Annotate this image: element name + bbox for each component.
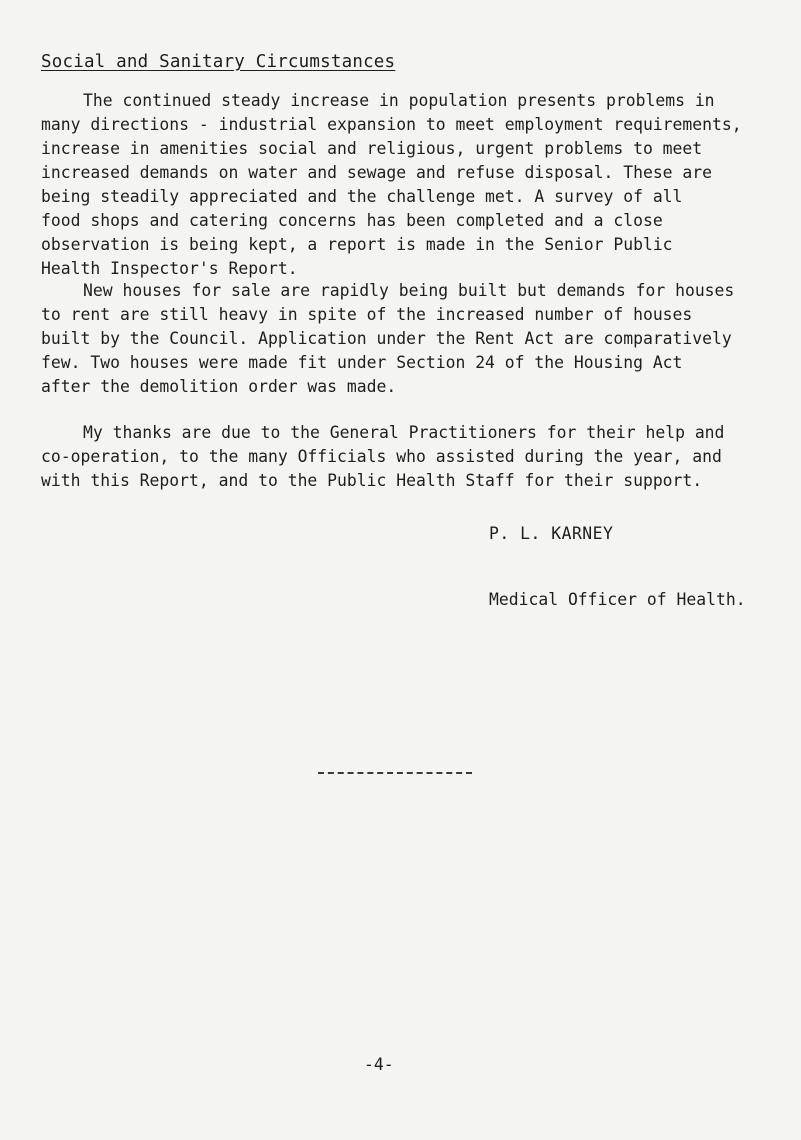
paragraph-line: Health Inspector's Report. <box>41 259 298 278</box>
paragraph-line: built by the Council. Application under the Rent Act are comparatively <box>41 329 732 348</box>
section-divider <box>318 772 472 774</box>
paragraph-housing <box>41 279 771 399</box>
paragraph-line: increase in amenities social and religious, urgent problems to meet <box>41 139 703 158</box>
paragraph-line: The continued steady increase in population presents problems in <box>83 91 715 110</box>
paragraph-line: few. Two houses were made fit under Section 24 of the Housing Act <box>41 353 683 372</box>
signature-name: P. L. KARNEY <box>489 524 614 543</box>
paragraph-line: to rent are still heavy in spite of the increased number of houses <box>41 305 693 324</box>
paragraph-population <box>41 89 771 281</box>
signature-title: Medical Officer of Health. <box>489 590 746 609</box>
paragraph-line: New houses for sale are rapidly being built but demands for houses <box>83 281 735 300</box>
paragraph-line: many directions - industrial expansion to meet employment requirements, <box>41 115 742 134</box>
paragraph-line: increased demands on water and sewage and refuse disposal. These are <box>41 163 713 182</box>
page-number: -4- <box>364 1055 394 1074</box>
paragraph-line: co-operation, to the many Officials who assisted during the year, and <box>41 447 722 466</box>
paragraph-line: My thanks are due to the General Practitioners for their help and <box>83 423 725 442</box>
paragraph-line: after the demolition order was made. <box>41 377 397 396</box>
paragraph-line: food shops and catering concerns has been completed and a close <box>41 211 663 230</box>
paragraph-thanks <box>41 421 771 493</box>
paragraph-line: being steadily appreciated and the challenge met. A survey of all <box>41 187 683 206</box>
section-heading: Social and Sanitary Circumstances <box>41 52 396 72</box>
paragraph-line: with this Report, and to the Public Health Staff for their support. <box>41 471 703 490</box>
paragraph-line: observation is being kept, a report is made in the Senior Public <box>41 235 673 254</box>
